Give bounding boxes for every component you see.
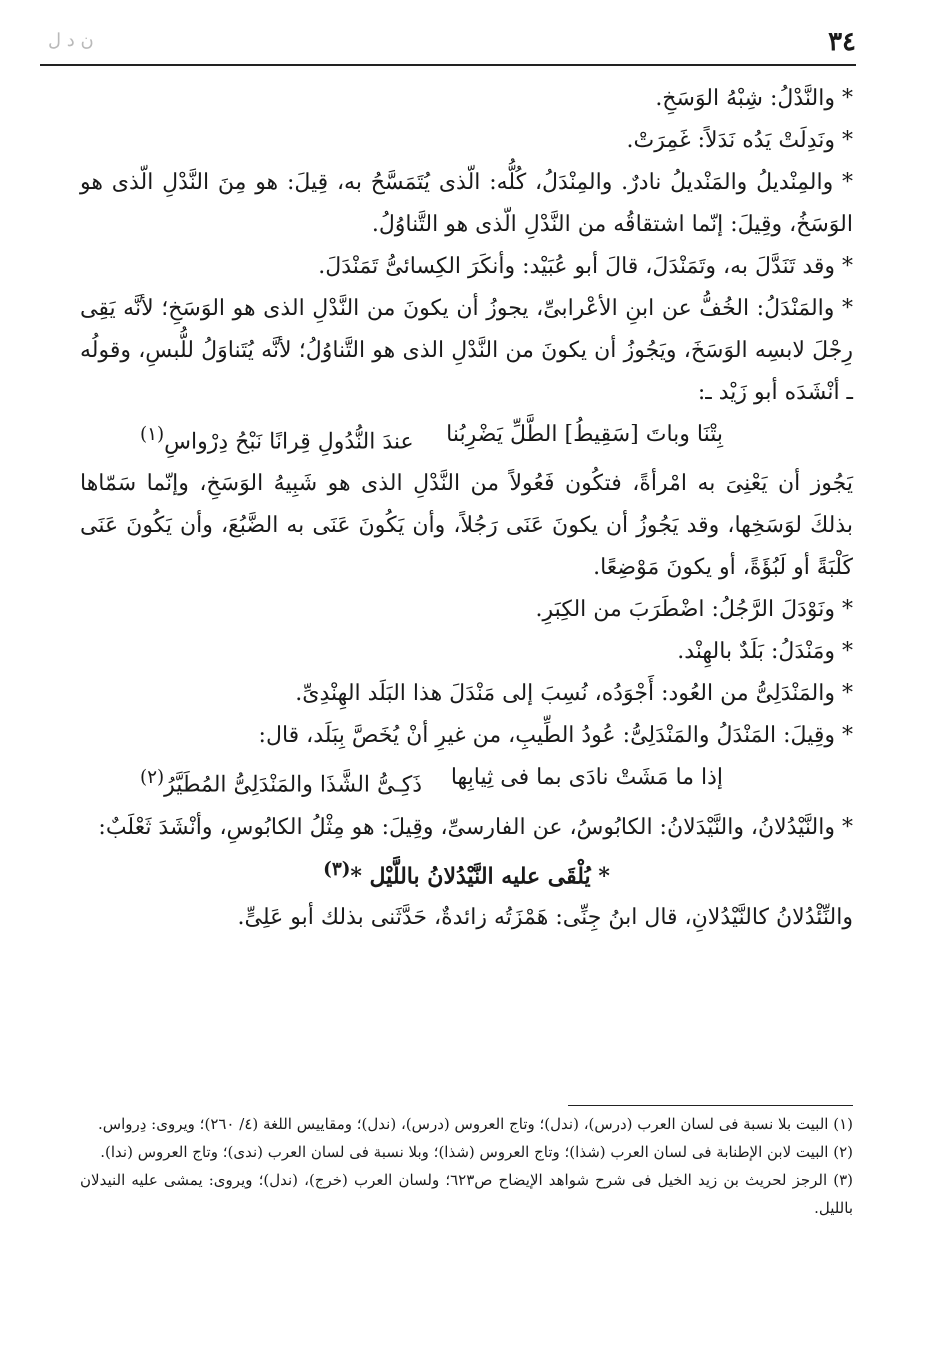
verse-line: [80, 414, 853, 463]
paragraph: * ونَدِلَتْ يَدُه نَدَلاً: غَمِرَتْ.: [626, 128, 853, 153]
verse-second-hemistich: [140, 414, 414, 463]
paragraph: * والنَّيْدُلانُ، والنَّيْدَلانُ: الكابُوسُ، عن الفارسىِّ، وقِيلَ: هو مِثْلُ الكابُوسِ، وأنْشَدَ ثَعْلَبٌ:: [98, 814, 853, 840]
rajaz-line: [80, 849, 853, 897]
footnote-rule: [568, 1105, 853, 1106]
paragraph: * والمِنْديلُ والمَنْديلُ نادرٌ. والمِنْدَلُ، كُلُّه: الّذى يُتَمَسَّحُ به، قِيلَ: هو مِنَ النَّدْلِ الّذى هو الوَسَخُ، وقِيلَ: إنّما اشتقاقُه من النَّدْلِ الّذى هو التَّناوُلُ.: [80, 170, 853, 237]
footnote-marker: (٢): [140, 767, 165, 789]
paragraph: * ونَوْدَلَ الرَّجُلُ: اضْطَرَبَ من الكِبَرِ.: [535, 597, 853, 623]
page-header: [40, 22, 856, 62]
main-text: [80, 78, 853, 939]
paragraph: * وقد تَنَدَّلَ به، وتَمَنْدَلَ، قالَ أبو عُبَيْد: وأنكَرَ الكِسائىُّ تَمَنْدَلَ.: [318, 254, 853, 279]
page-number: ٣٤: [828, 27, 856, 57]
footnote-marker: (١): [140, 424, 165, 445]
running-head: ن د ل: [48, 30, 94, 51]
verse-first-hemistich: إذا ما مَشَتْ نادَى بما فى ثِيابِها: [450, 765, 723, 791]
footnote: (٣) الرجز لحريث بن زيد الخيل فى شرح شواهد الإيضاح ص٦٢٣؛ ولسان العرب (خرج)، (ندل)؛ ويروى: يمشى عليه النيدلان بالليل.: [80, 1171, 854, 1217]
footnote: (١) البيت بلا نسبة فى لسان العرب (درس)، (ندل)؛ وتاج العروس (درس)، (ندل)؛ ومقاييس اللغة (٤/ ٢٦٠)؛ ويروى: دِرواس.: [98, 1115, 853, 1133]
paragraph: * وقِيلَ: المَنْدَلُ والمَنْدَلِىُّ: عُودُ الطِّيبِ، من غيرِ أنْ يُخَصَّ بِبَلَد، قال:: [258, 723, 853, 749]
paragraph: والنِّئْدُلانُ كالنَّيْدُلانِ، قال ابنُ جِنِّى: هَمْزَتُه زائدةٌ، حَدَّثَنى بذلك أبو عَلِىٍّ.: [237, 904, 853, 930]
paragraph: * والمَنْدَلِىُّ من العُود: أَجْوَدُه، نُسِبَ إلى مَنْدَلَ هذا البَلَد الهِنْدِىِّ.: [295, 681, 853, 707]
rajaz-text: * يُلْقَى عليه النَّيْدُلانُ باللَّيْل *: [350, 862, 610, 889]
footnote-marker: (٣): [323, 858, 351, 880]
paragraph: يَجُوز أن يَعْنِىَ به امْرأةً، فتكُون فَعُولاً من النَّدْلِ الذى هو شَبِيهُ الوَسَخِ، وإنّما سَمّاها بذلكَ لوَسَخِها، وقد يَجُوزُ أن يكونَ عَنَى رَجُلاً، وأن يَكُونَ عَنَى به الضَّبُعَ، وأن يَكُونَ عَنَى كَلْبَةً أو لَبُؤَةً، أو يكونَ مَوْضِعًا.: [80, 471, 853, 581]
verse-hemistich-text: ذَكِـىُّ الشَّذَا والمَنْدَلِىُّ المُطَيَّرُ: [164, 772, 423, 798]
verse-second-hemistich: [140, 757, 422, 806]
verse-first-hemistich: بِتْنَا وباتَ [سَقِيطُ] الطَّلِّ يَضْرِبُنا: [446, 422, 723, 447]
footnotes: [80, 1110, 853, 1222]
footnote: (٢) البيت لابن الإطنابة فى لسان العرب (شذا)؛ وتاج العروس (شذا)؛ وبلا نسبة فى لسان العرب (ندى)؛ وتاج العروس (ندا).: [100, 1143, 853, 1161]
paragraph: * والنَّدْلُ: شِبْهُ الوَسَخِ.: [655, 86, 853, 111]
verse-hemistich-text: عندَ النُّدُولِ قِرانًا نَبْحُ دِرْواسِ: [164, 429, 414, 455]
paragraph: * والمَنْدَلُ: الخُفُّ عن ابنِ الأعْرابىِّ، يجوزُ أن يكونَ من النَّدْلِ الذى هو الوَسَخِ؛ لأنَّه يَقِى رِجْلَ لابسِه الوَسَخَ، ويَجُوزُ أن يكونَ من النَّدْلِ الذى هو التَّناوُلُ؛ لأنَّه يُتَناوَلُ للُّبسِ، وقولُه ـ أنْشَدَه أبو زَيْد ـ:: [80, 296, 853, 405]
header-rule: [40, 64, 856, 66]
verse-line: [80, 757, 853, 806]
paragraph: * ومَنْدَلُ: بَلَدٌ بالهِنْد.: [677, 639, 853, 665]
